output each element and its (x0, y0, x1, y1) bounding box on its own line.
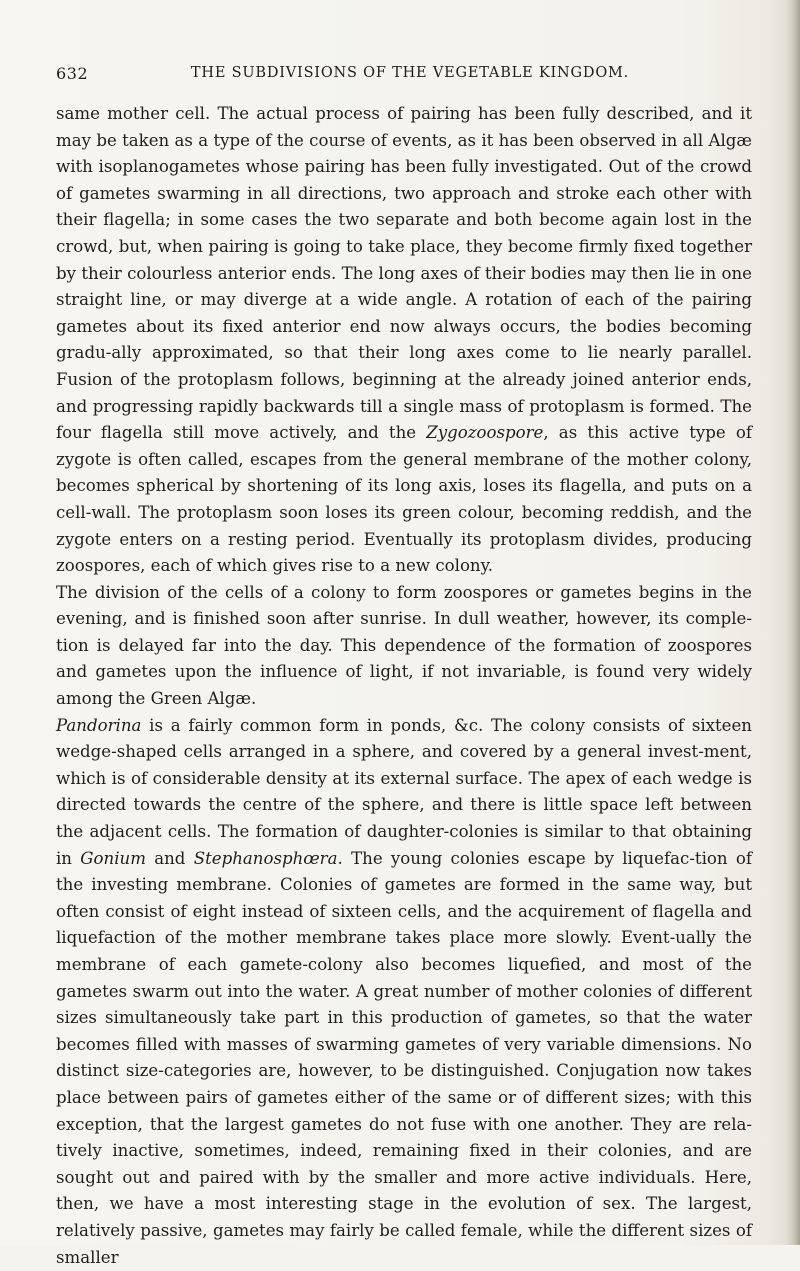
body-text (56, 101, 752, 1271)
page-edge-shadow (786, 0, 800, 1245)
paragraph (56, 713, 752, 1271)
italic-term: Zygozoospore (426, 423, 544, 443)
text-segment: is a fairly common form in ponds, &c. The colony consists of sixteen wedge-shaped cells arranged in a sphere, and covered by a general invest-ment, which is of considerable density at its external surface. The apex of each wedge is directed towards the centre of the sphere, and there is little space left between the adjacent cells. The formation of daughter-colonies is similar to that obtaining in (56, 715, 752, 868)
italic-term: Gonium (80, 848, 146, 868)
paragraph (56, 580, 752, 713)
running-title: THE SUBDIVISIONS OF THE VEGETABLE KINGDOM. (190, 65, 630, 81)
text-segment: same mother cell. The actual process of pairing has been fully described, and it may be taken as a type of the course of events, as it has been observed in all Algæ with isoplanogametes whose pairing has been fully investigated. Out of the crowd of gametes swarming in all directions, two approach and stroke each other with their flagella; in some cases the two separate and both become again lost in the crowd, but, when pairing is going to take place, they become firmly fixed together by their colourless anterior ends. The long axes of their bodies may then lie in one straight line, or may diverge at a wide angle. A rotation of each of the pairing gametes about its fixed anterior end now always occurs, the bodies becoming gradu-ally approximated, so that their long axes come to lie nearly parallel. Fusion of the protoplasm follows, beginning at the already joined anterior ends, and progressing rapidly backwards till a single mass of protoplasm is formed. The four flagella still move actively, and the (56, 104, 752, 443)
text-segment: and (145, 848, 194, 868)
text-segment: , as this active type of zygote is often called, escapes from the general membrane of the mother colony, becomes spherical by shortening of its long axis, loses its flagella, and puts on a cell-wall. The protoplasm soon loses its green colour, becoming reddish, and the zygote enters on a resting period. Eventually its protoplasm divides, producing zoospores, each of which gives rise to a new colony. (56, 423, 752, 576)
text-segment: . The young colonies escape by liquefac-tion of the investing membrane. Colonies of gametes are formed in the same way, but often consist of eight instead of sixteen cells, and the acquirement of flagella and liquefaction of the mother membrane takes place more slowly. Event-ually the membrane of each gamete-colony also becomes liquefied, and most of the gametes swarm out into the water. A great number of mother colonies of different sizes simultaneously take part in this production of gametes, so that the water becomes filled with masses of swarming gametes of very variable dimensions. No distinct size-categories are, however, to be distinguished. Conjugation now takes place between pairs of gametes either of the same or of different sizes; with this exception, that the largest gametes do not fuse with one another. They are rela-tively inactive, sometimes, indeed, remaining fixed in their colonies, and are sought out and paired with by the smaller and more active individuals. Here, then, we have a most interesting stage in the evolution of sex. The largest, relatively passive, gametes may fairly be called female, while the different sizes of smaller (56, 848, 752, 1267)
running-header (56, 64, 752, 88)
page-number: 632 (56, 64, 89, 83)
paragraph (56, 101, 752, 580)
italic-term: Pandorina (56, 715, 142, 735)
italic-term: Stephanosphœra (193, 848, 338, 868)
text-segment: The division of the cells of a colony to form zoospores or gametes begins in the evening, and is finished soon after sunrise. In dull weather, however, its comple-tion is delayed far into the day. This dependence of the formation of zoospores and gametes upon the influence of light, if not invariable, is found very widely among the Green Algæ. (56, 582, 752, 709)
